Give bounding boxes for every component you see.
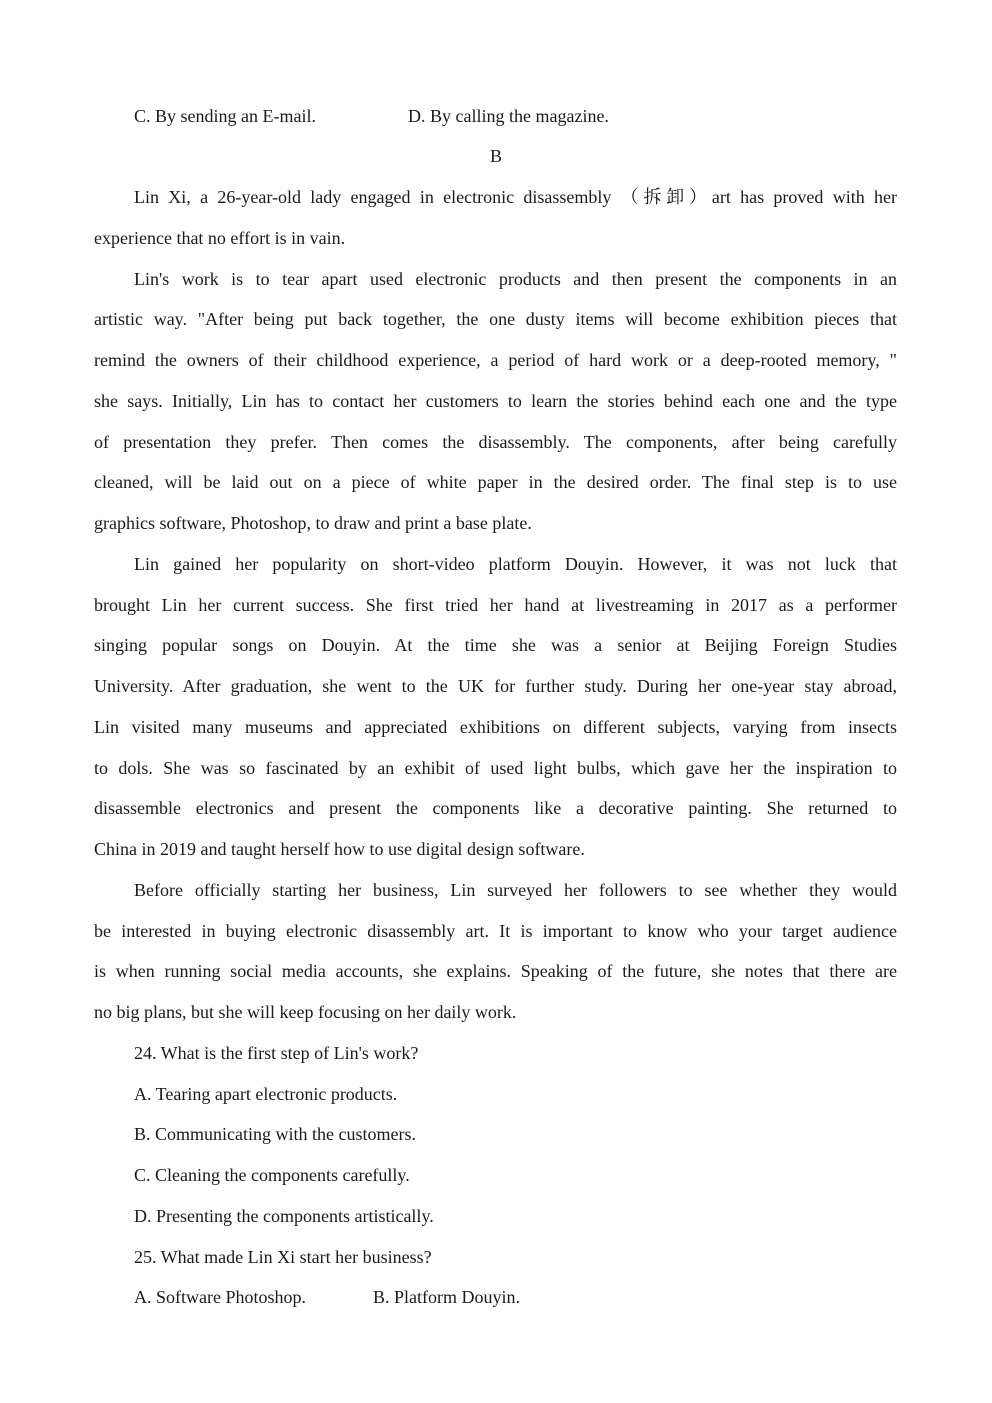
passage-line: she says. Initially, Lin has to contact her customers to learn the stories behind each one and the type: [94, 391, 897, 411]
question-24-option-b: B. Communicating with the customers.: [134, 1124, 416, 1144]
passage-line: Lin Xi, a 26-year-old lady engaged in electronic disassembly （拆卸）art has proved with her: [134, 187, 897, 207]
passage-line: of presentation they prefer. Then comes the disassembly. The components, after being carefully: [94, 432, 897, 452]
passage-line: disassemble electronics and present the components like a decorative painting. She returned to: [94, 798, 897, 818]
question-25-option-b: B. Platform Douyin.: [373, 1287, 520, 1307]
section-label: B: [489, 146, 502, 166]
passage-line: Before officially starting her business, Lin surveyed her followers to see whether they would: [134, 880, 897, 900]
question-24-option-a: A. Tearing apart electronic products.: [134, 1084, 398, 1104]
option-d: D. By calling the magazine.: [408, 106, 609, 126]
passage-line: University. After graduation, she went to the UK for further study. During her one-year stay abroad,: [94, 676, 897, 696]
question-25-stem: 25. What made Lin Xi start her business?: [134, 1247, 432, 1267]
passage-line: remind the owners of their childhood experience, a period of hard work or a deep-rooted memory, ": [94, 350, 897, 370]
question-25-option-a: A. Software Photoshop.: [134, 1287, 306, 1307]
option-c: C. By sending an E-mail.: [134, 106, 316, 126]
passage-line: artistic way. "After being put back together, the one dusty items will become exhibition pieces that: [94, 309, 897, 329]
question-24-option-c: C. Cleaning the components carefully.: [134, 1165, 410, 1185]
question-24-option-d: D. Presenting the components artistically.: [134, 1206, 434, 1226]
passage-line: Lin gained her popularity on short-video platform Douyin. However, it was not luck that: [134, 554, 897, 574]
passage-line: singing popular songs on Douyin. At the time she was a senior at Beijing Foreign Studies: [94, 635, 897, 655]
passage-line: to dols. She was so fascinated by an exhibit of used light bulbs, which gave her the inspiration to: [94, 758, 897, 778]
passage-line: cleaned, will be laid out on a piece of white paper in the desired order. The final step is to use: [94, 472, 897, 492]
passage-line: graphics software, Photoshop, to draw and print a base plate.: [94, 513, 532, 533]
passage-line: China in 2019 and taught herself how to use digital design software.: [94, 839, 585, 859]
passage-line: Lin's work is to tear apart used electronic products and then present the components in an: [134, 269, 897, 289]
question-24-stem: 24. What is the first step of Lin's work?: [134, 1043, 419, 1063]
passage-line: no big plans, but she will keep focusing on her daily work.: [94, 1002, 517, 1022]
passage-line: Lin visited many museums and appreciated exhibitions on different subjects, varying from insects: [94, 717, 897, 737]
passage-line: experience that no effort is in vain.: [94, 228, 346, 248]
passage-line: brought Lin her current success. She first tried her hand at livestreaming in 2017 as a performer: [94, 595, 897, 615]
passage-line: is when running social media accounts, she explains. Speaking of the future, she notes that there are: [94, 961, 897, 981]
passage-line: be interested in buying electronic disassembly art. It is important to know who your target audience: [94, 921, 897, 941]
